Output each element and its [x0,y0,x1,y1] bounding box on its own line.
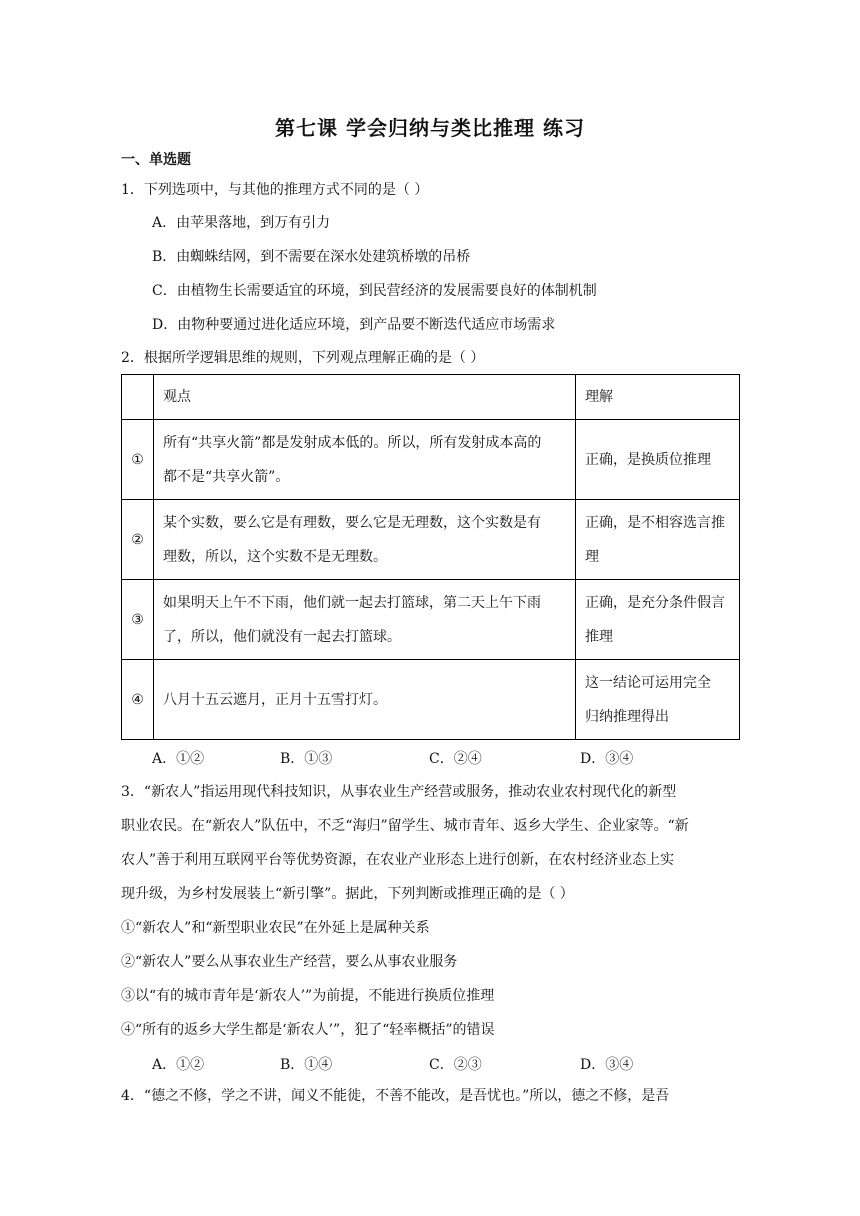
row-understanding: 正确，是换质位推理 [576,420,740,500]
table-row [122,500,740,580]
question-3-statement: ④“所有的返乡大学生都是‘新农人’”，犯了“轻率概括”的错误 [121,1022,495,1038]
question-2-option-d[interactable]: D．③④ [580,751,634,767]
question-3-statement: ①“新农人”和“新型职业农民”在外延上是属种关系 [121,920,430,936]
question-1-option-c[interactable]: C．由植物生长需要适宜的环境，到民营经济的发展需要良好的体制机制 [152,283,597,299]
table-header-row [122,375,740,420]
question-3-statement: ③以“有的城市青年是‘新农人’”为前提，不能进行换质位推理 [121,988,495,1004]
question-3-stem-line: 农人”善于利用互联网平台等优势资源，在农业产业形态上进行创新，在农村经济业态上实 [121,852,675,868]
row-number: ④ [122,660,154,740]
question-2-stem: 2．根据所学逻辑思维的规则，下列观点理解正确的是（ ） [121,350,485,366]
table-header-view: 观点 [154,375,576,420]
question-4-stem: 4．“德之不修，学之不讲，闻义不能徙，不善不能改，是吾忧也。”所以，德之不修，是吾 [121,1088,670,1104]
row-understanding: 正确，是不相容选言推 理 [576,500,740,580]
question-1-option-b[interactable]: B．由蜘蛛结网，到不需要在深水处建筑桥墩的吊桥 [152,249,471,265]
table-row [122,580,740,660]
row-view: 所有“共享火箭”都是发射成本低的。所以，所有发射成本高的 都不是“共享火箭”。 [154,420,576,500]
question-2-option-a[interactable]: A．①② [152,751,205,767]
row-number: ③ [122,580,154,660]
row-view: 八月十五云遮月，正月十五雪打灯。 [154,660,576,740]
question-3-option-d[interactable]: D．③④ [580,1057,634,1073]
question-3-option-c[interactable]: C．②③ [429,1057,482,1073]
row-understanding: 这一结论可运用完全 归纳推理得出 [576,660,740,740]
question-3-statement: ②“新农人”要么从事农业生产经营，要么从事农业服务 [121,954,458,970]
question-3-stem-line: 现升级，为乡村发展装上“新引擎”。据此，下列判断或推理正确的是（ ） [121,886,574,902]
question-1-option-a[interactable]: A．由苹果落地，到万有引力 [152,215,331,231]
question-2-option-c[interactable]: C．②④ [429,751,482,767]
row-number: ① [122,420,154,500]
question-1-stem: 1．下列选项中，与其他的推理方式不同的是（ ） [121,182,429,198]
table-row [122,660,740,740]
row-view: 某个实数，要么它是有理数，要么它是无理数，这个实数是有 理数，所以，这个实数不是无理数。 [154,500,576,580]
page-title: 第七课 学会归纳与类比推理 练习 [275,116,585,140]
question-2-table [121,374,740,740]
row-view: 如果明天上午不下雨，他们就一起去打篮球，第二天上午下雨 了，所以，他们就没有一起去打篮球。 [154,580,576,660]
section-heading: 一、单选题 [121,152,191,168]
question-2-option-b[interactable]: B．①③ [280,751,333,767]
row-number: ② [122,500,154,580]
table-header-num [122,375,154,420]
question-3-option-b[interactable]: B．①④ [280,1057,333,1073]
table-header-understanding: 理解 [576,375,740,420]
table-row [122,420,740,500]
question-3-option-a[interactable]: A．①② [152,1057,205,1073]
question-1-option-d[interactable]: D．由物种要通过进化适应环境，到产品要不断迭代适应市场需求 [152,317,556,333]
row-understanding: 正确，是充分条件假言 推理 [576,580,740,660]
question-3-stem-line: 3．“新农人”指运用现代科技知识，从事农业生产经营或服务，推动农业农村现代化的新型 [121,784,677,800]
question-3-stem-line: 职业农民。在“新农人”队伍中，不乏“海归”留学生、城市青年、返乡大学生、企业家等。“新 [121,818,689,834]
